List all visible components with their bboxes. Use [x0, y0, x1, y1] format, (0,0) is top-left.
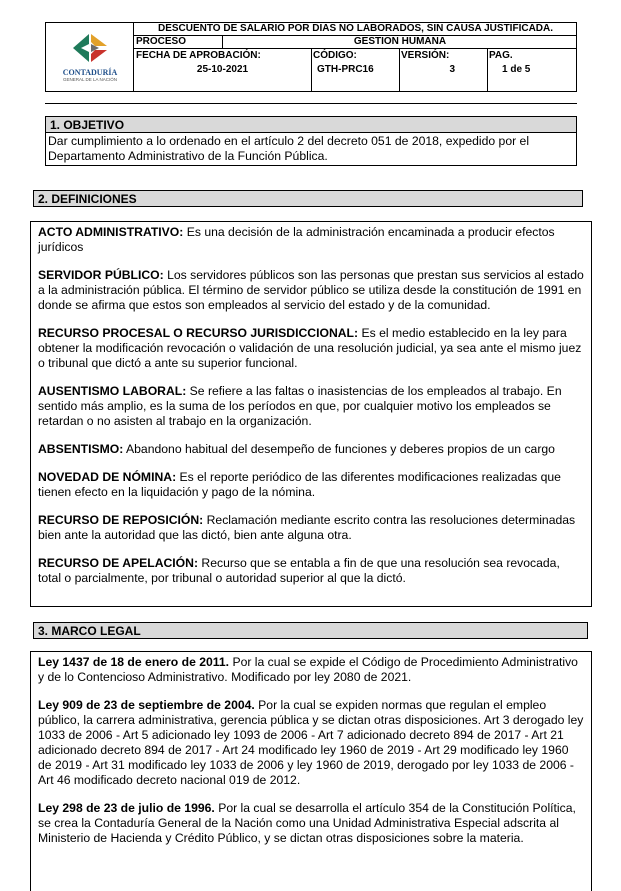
- codigo-value: GTH-PRC16: [317, 64, 374, 75]
- version-label: VERSIÓN:: [401, 50, 450, 61]
- objetivo-box: [45, 132, 577, 166]
- definition-term: NOVEDAD DE NÓMINA:: [38, 470, 177, 484]
- ley-title: Ley 298 de 23 de julio de 1996.: [38, 801, 215, 815]
- definition-item: [38, 326, 584, 371]
- definition-text: Reclamación mediante escrito contra las resoluciones determinadas bien ante la autoridad que las dictó, bien ante alguna otra.: [38, 513, 576, 542]
- fecha-aprobacion-label: FECHA DE APROBACIÓN:: [136, 50, 261, 61]
- definition-item: [38, 556, 584, 586]
- logo-text: CONTADURÍA: [62, 68, 118, 77]
- pagina-value: 1 de 5: [502, 64, 531, 75]
- header-divider: [133, 48, 577, 49]
- definition-text: Es el medio establecido en la ley para obtener la modificación revocación o validación de una resolución judicial, ya sea ante el mismo juez o tribunal que dictó a ante su superior funcional.: [38, 326, 582, 370]
- definition-term: RECURSO DE REPOSICIÓN:: [38, 513, 204, 527]
- ley-description: Por la cual se desarrolla el artículo 354 de la Constitución Política, se crea la Contaduría General de la Nación como una Unidad Administrativa Especial adscrita al Ministerio de Hacienda y Crédito Público, y se dictan otras disposiciones sobre la materia.: [38, 801, 576, 845]
- definition-item: [38, 225, 584, 255]
- marco-legal-list: [38, 655, 584, 846]
- ley-item: [38, 655, 584, 685]
- contaduria-logo: [52, 30, 128, 88]
- document-title: DESCUENTO DE SALARIO POR DIAS NO LABORADOS, SIN CAUSA JUSTIFICADA.: [157, 23, 554, 34]
- proceso-label: PROCESO: [136, 36, 187, 47]
- header-divider: [311, 48, 312, 92]
- pagina-label: PAG.: [489, 50, 513, 61]
- definition-term: RECURSO PROCESAL O RECURSO JURISDICCIONAL:: [38, 326, 359, 340]
- definition-text: Recurso que se entabla a fin de que una resolución sea revocada, total o parcialmente, por tribunal o autoridad superior al que la dictó.: [38, 556, 560, 585]
- definition-term: ABSENTISMO:: [38, 442, 124, 456]
- objetivo-text: Dar cumplimiento a lo ordenado en el artículo 2 del decreto 051 de 2018, expedido por el Departamento Administrativo de la Función Pública.: [48, 134, 530, 163]
- section-title-definiciones: 2. DEFINICIONES: [33, 190, 583, 207]
- fecha-aprobacion-value: 25-10-2021: [196, 64, 249, 75]
- definition-text: Abandono habitual del desempeño de funciones y deberes propios de un cargo: [123, 442, 555, 456]
- ley-title: Ley 1437 de 18 de enero de 2011.: [38, 655, 230, 669]
- definition-term: SERVIDOR PÚBLICO:: [38, 268, 164, 282]
- logo-subtext: GENERAL DE LA NACIÓN: [62, 77, 118, 82]
- definition-item: [38, 442, 584, 457]
- definition-text: Es una decisión de la administración encaminada a producir efectos jurídicos: [38, 225, 555, 254]
- logo-emblem-icon: [69, 30, 111, 66]
- definition-text: Es el reporte periódico de las diferentes modificaciones realizadas que tienen efecto en la liquidación y pago de la nómina.: [38, 470, 561, 499]
- definiciones-list: [38, 225, 584, 586]
- codigo-label: CÓDIGO:: [313, 50, 357, 61]
- marco-legal-box: [30, 651, 592, 891]
- header-divider: [487, 48, 488, 92]
- ley-item: [38, 698, 584, 788]
- definition-item: [38, 268, 584, 313]
- definition-term: AUSENTISMO LABORAL:: [38, 384, 187, 398]
- definition-item: [38, 513, 584, 543]
- proceso-value: GESTION HUMANA: [353, 36, 447, 47]
- ley-description: Por la cual se expiden normas que regulan el empleo público, la carrera administrativa, gerencia pública y se dictan otras disposiciones. Art 3 derogado ley 1033 de 2006 - Art 5 adicionado ley 1093 de 2006 - Art 7 adicionado decreto 894 de 2017 - Art 21 adicionado decreto 894 de 2017 - Art 24 modificado ley 1960 de 2019 - Art 29 modificado ley 1960 de 2019 - Art 31 modificado ley 1033 de 2006 y ley 1960 de 2019, derogado por ley 1033 de 2006 - Art 46 modificado decreto nacional 019 de 2012.: [38, 698, 584, 787]
- definition-term: RECURSO DE APELACIÓN:: [38, 556, 199, 570]
- definition-text: Se refiere a las faltas o inasistencias de los empleados al trabajo. En sentido más amplio, es la suma de los períodos en que, por cualquier motivo los empleados se retardan o no asisten al trabajo en la organización.: [38, 384, 562, 428]
- header-separator: [45, 103, 577, 104]
- definition-item: [38, 384, 584, 429]
- definiciones-box: [30, 221, 592, 607]
- definition-text: Los servidores públicos son las personas que prestan sus servicios al estado a la administración pública. El término de servidor público se utiliza desde la constitución de 1991 en donde se afirma que estos son empleados al servicio del estado y de la comunidad.: [38, 268, 584, 312]
- ley-title: Ley 909 de 23 de septiembre de 2004.: [38, 698, 255, 712]
- ley-description: Por la cual se expide el Código de Procedimiento Administrativo y de lo Contencioso Administrativo. Modificado por ley 2080 de 2021.: [38, 655, 578, 684]
- definition-item: [38, 470, 584, 500]
- definition-term: ACTO ADMINISTRATIVO:: [38, 225, 184, 239]
- version-value: 3: [449, 64, 455, 75]
- ley-item: [38, 801, 584, 846]
- section-title-objetivo: 1. OBJETIVO: [45, 116, 577, 133]
- section-title-marco-legal: 3. MARCO LEGAL: [33, 622, 588, 639]
